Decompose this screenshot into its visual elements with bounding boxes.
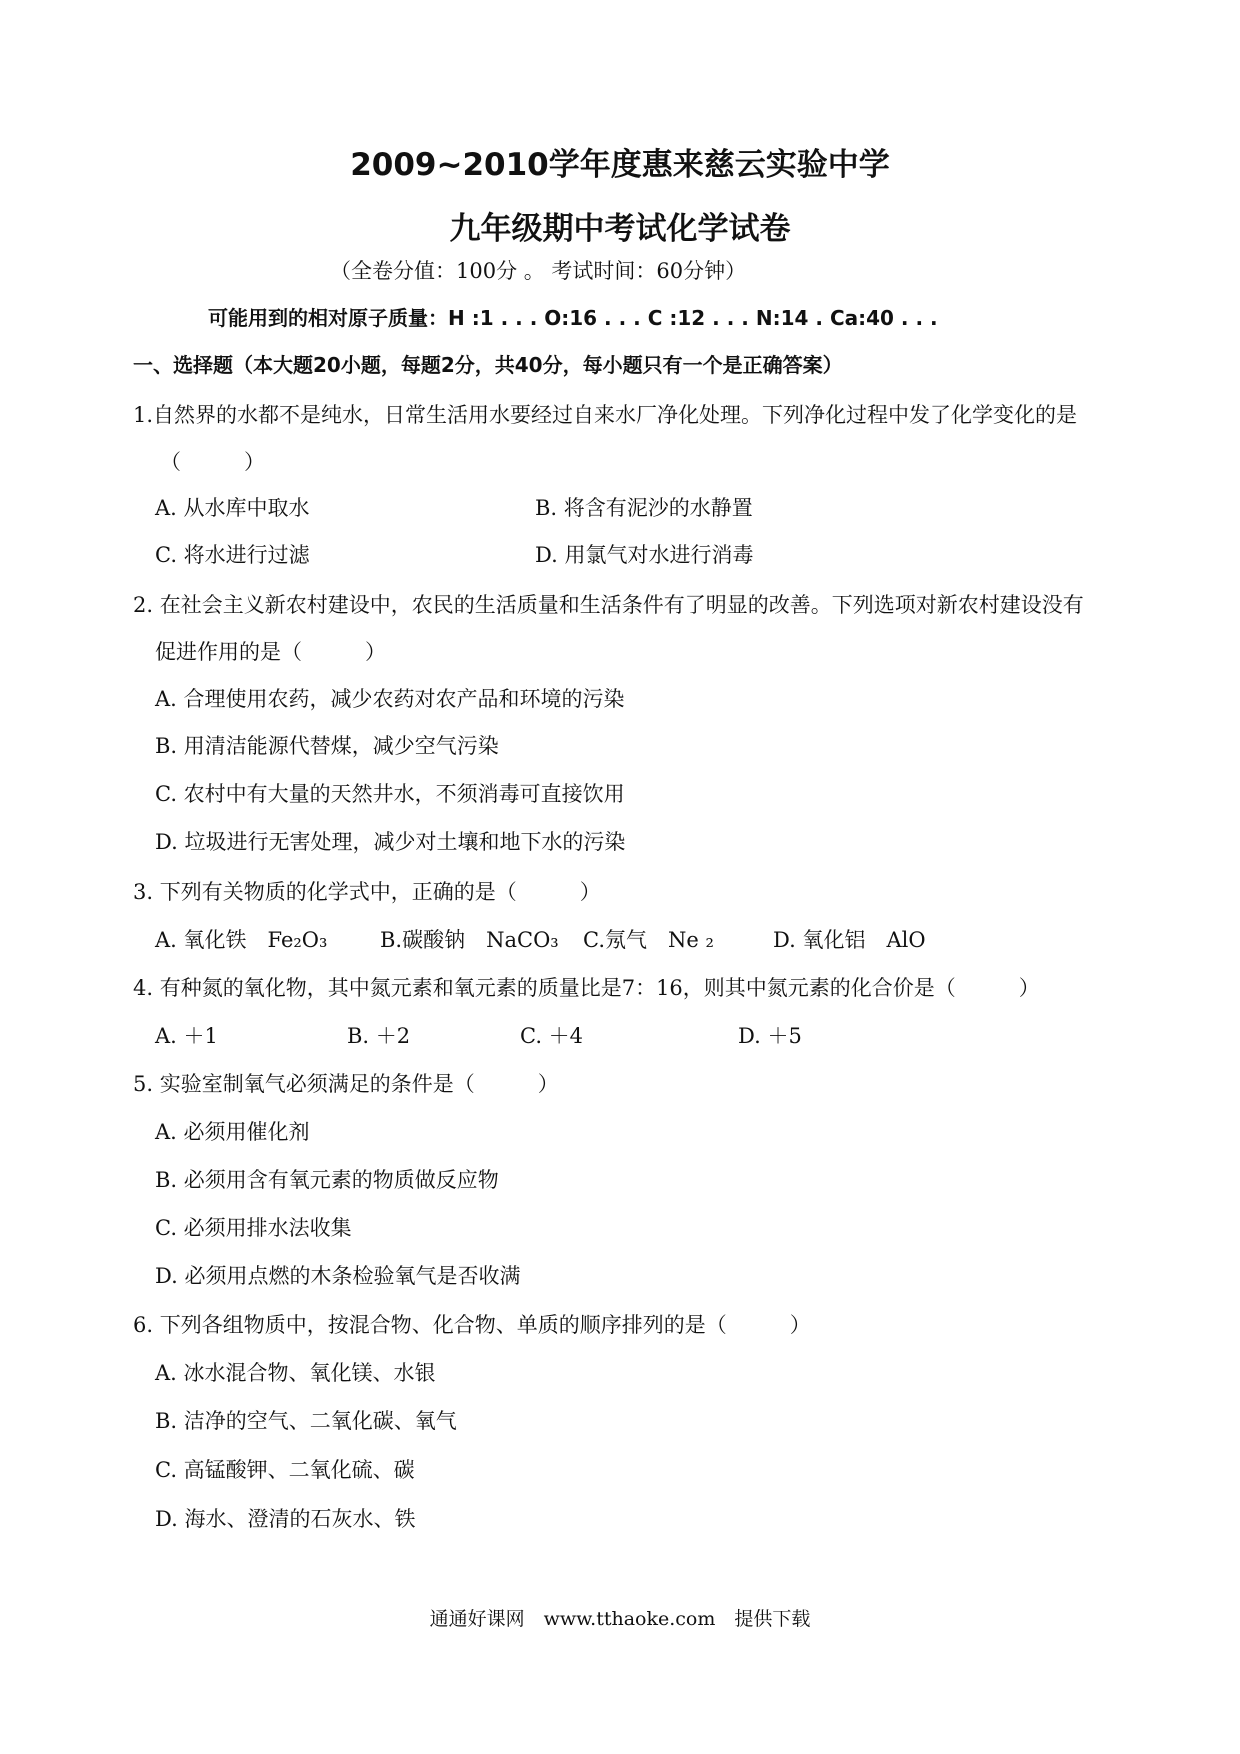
question-2-option-b: B. 用清洁能源代替煤，减少空气污染 [155,734,499,758]
question-3-option-c: C.氖气 Ne ₂ [583,928,714,952]
question-4-stem: 4. 有种氮的氧化物，其中氮元素和氧元素的质量比是7：16，则其中氮元素的化合价是（ ） [133,976,1040,1000]
question-2-option-a: A. 合理使用农药，减少农药对农产品和环境的污染 [155,687,625,711]
question-3-stem: 3. 下列有关物质的化学式中，正确的是（ ） [133,880,601,904]
exam-title-line1: 2009~2010学年度惠来慈云实验中学 [350,147,890,183]
exam-info: （全卷分值：100分 。 考试时间：60分钟） [330,259,747,283]
question-2-option-c: C. 农村中有大量的天然井水，不须消毒可直接饮用 [155,782,625,806]
question-3-option-d: D. 氧化铝 AlO [773,928,926,952]
question-4-option-a: A. ＋1 [155,1024,218,1048]
question-2-option-d: D. 垃圾进行无害处理，减少对土壤和地下水的污染 [155,830,626,854]
question-1-stem-line1: 1.自然界的水都不是纯水，日常生活用水要经过自来水厂净化处理。下列净化过程中发了化学变化的是 [133,403,1078,427]
question-5-option-a: A. 必须用催化剂 [155,1120,310,1144]
question-2-stem-line2: 促进作用的是（ ） [155,640,386,664]
question-5-option-d: D. 必须用点燃的木条检验氧气是否收满 [155,1264,521,1288]
question-6-option-b: B. 洁净的空气、二氧化碳、氧气 [155,1409,457,1433]
question-6-option-c: C. 高锰酸钾、二氧化硫、碳 [155,1458,415,1482]
question-1-stem-line2: （ ） [160,450,265,474]
question-1-option-b: B. 将含有泥沙的水静置 [535,496,753,520]
question-3-option-b: B.碳酸钠 NaCO₃ [380,928,559,952]
exam-title-line2: 九年级期中考试化学试卷 [449,211,791,247]
question-5-stem: 5. 实验室制氧气必须满足的条件是（ ） [133,1072,559,1096]
question-6-stem: 6. 下列各组物质中，按混合物、化合物、单质的顺序排列的是（ ） [133,1313,811,1337]
question-5-option-c: C. 必须用排水法收集 [155,1216,352,1240]
question-1-option-d: D. 用氯气对水进行消毒 [535,543,754,567]
question-5-option-b: B. 必须用含有氧元素的物质做反应物 [155,1168,499,1192]
page-footer: 通通好课网 www.tthaoke.com 提供下载 [429,1608,811,1630]
question-6-option-d: D. 海水、澄清的石灰水、铁 [155,1507,416,1531]
question-4-option-c: C. ＋4 [520,1024,584,1048]
question-3-option-a: A. 氧化铁 Fe₂O₃ [155,928,328,952]
question-1-option-c: C. 将水进行过滤 [155,543,310,567]
question-4-option-b: B. ＋2 [347,1024,411,1048]
atomic-mass-line: 可能用到的相对原子质量：H :1 . . . O:16 . . . C :12 . . . N:14 . Ca:40 . . . [208,306,938,330]
question-4-option-d: D. ＋5 [738,1024,802,1048]
question-2-stem-line1: 2. 在社会主义新农村建设中，农民的生活质量和生活条件有了明显的改善。下列选项对新农村建设没有 [133,593,1084,617]
section-heading: 一、选择题（本大题20小题，每题2分，共40分，每小题只有一个是正确答案） [133,353,843,377]
question-1-option-a: A. 从水库中取水 [155,496,310,520]
question-6-option-a: A. 冰水混合物、氧化镁、水银 [155,1361,436,1385]
